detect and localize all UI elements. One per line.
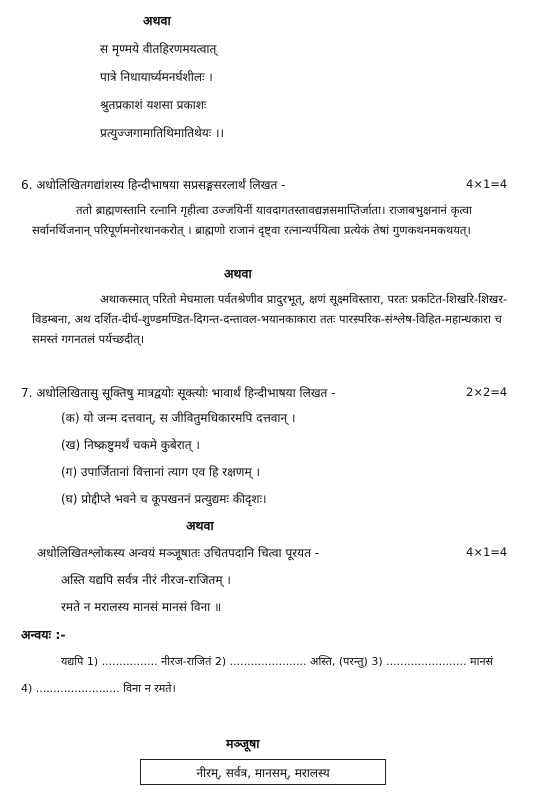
manjusha-words: नीरम्, सर्वत्र, मानसम्, मरालस्य bbox=[196, 765, 330, 780]
q6-passage-1: ततो ब्राह्मणस्तानि रत्नानि गृहीत्वा उज्जयिनीं यावदागतस्तावद्यज्ञसमाप्तिर्जाता। राजाबभुक्षनानं कृत्वा सर्वानर्थिजनान् परिपूर्णमनोरथानकरोत् । ब्राह्मणो राजानं दृष्ट्वा रत्नान्यर्पयित्वा प्रत्येकं तेषां गुणकथनमकथयत्। bbox=[32, 203, 472, 237]
shloka-line-2: रमते न मरालस्य मानसं मानसं विना ॥ bbox=[61, 600, 222, 614]
anvaya-label: अन्वयः :- bbox=[21, 627, 66, 642]
athava-heading-3: अथवा bbox=[186, 518, 214, 533]
q7-alt-marks: 4×1=4 bbox=[466, 545, 508, 559]
anvaya-line-2: 4) ........................ विना न रमते। bbox=[21, 682, 176, 695]
verse-line-2: पात्रे निधायार्घ्यमनर्घशीलः । bbox=[100, 70, 213, 84]
q7-item-ka: (क) यो जन्म दत्तवान्, स जीवितुमधिकारमपि दत्तवान् । bbox=[61, 411, 296, 425]
verse-line-3: श्रुतप्रकाशं यशसा प्रकाशः bbox=[100, 98, 207, 112]
athava-heading-1: अथवा bbox=[143, 13, 171, 28]
q6-marks: 4×1=4 bbox=[466, 177, 508, 191]
q7-item-gha: (घ) प्रोद्दीप्ते भवने च कूपखननं प्रत्युद्यमः कीदृशः। bbox=[61, 492, 267, 506]
q7-item-ga: (ग) उपार्जितानां वित्तानां त्याग एव हि रक्षणम् । bbox=[61, 465, 261, 479]
athava-heading-2: अथवा bbox=[224, 266, 252, 281]
verse-line-4: प्रत्युज्जगामातिथिमातिथेयः ।। bbox=[100, 126, 225, 140]
q7-marks: 2×2=4 bbox=[466, 385, 508, 399]
manjusha-label: मञ्जूषा bbox=[226, 736, 260, 751]
anvaya-line-1: यद्यपि 1) ................ नीरज-राजितं 2) ...................... अस्ति, (परन्तु) 3) ....................... मानसं bbox=[61, 655, 494, 668]
q6-passage-2: अथाकस्मात् परितो मेघमाला पर्वतश्रेणीव प्रादुरभूत्, क्षणं सूक्ष्मविस्तारा, परतः प्रकटित-शिखरि-शिखर-विडम्बना, अथ दर्शित-दीर्घ-शुण्डमण्डित-दिगन्त-दन्तावल-भयानकाकारा ततः पारस्परिक-संश्लेष-विहित-महान्धकारा च समस्तं गगनतलं पर्यच्छदीत्। bbox=[32, 292, 508, 346]
manjusha-box bbox=[140, 759, 386, 785]
verse-line-1: स मृण्मये वीतहिरणमयत्वात् bbox=[100, 42, 217, 56]
q7-question: 7. अधोलिखितासु सूक्तिषु मात्रद्वयोः सूक्त्योः भावार्थं हिन्दीभाषया लिखत - bbox=[21, 386, 336, 400]
q7-item-kha: (ख) निष्क्रष्टुमर्थं चकमे कुबेरात् । bbox=[61, 438, 200, 452]
q6-question: 6. अधोलिखितगद्यांशस्य हिन्दीभाषया सप्रसङ्गसरलार्थं लिखत - bbox=[21, 178, 286, 192]
q7-alt-question: अधोलिखितश्लोकस्य अन्वयं मञ्जूषातः उचितपदानि चित्वा पूरयत - bbox=[37, 546, 320, 560]
shloka-line-1: अस्ति यद्यपि सर्वत्र नीरं नीरज-राजितम् । bbox=[61, 573, 231, 587]
